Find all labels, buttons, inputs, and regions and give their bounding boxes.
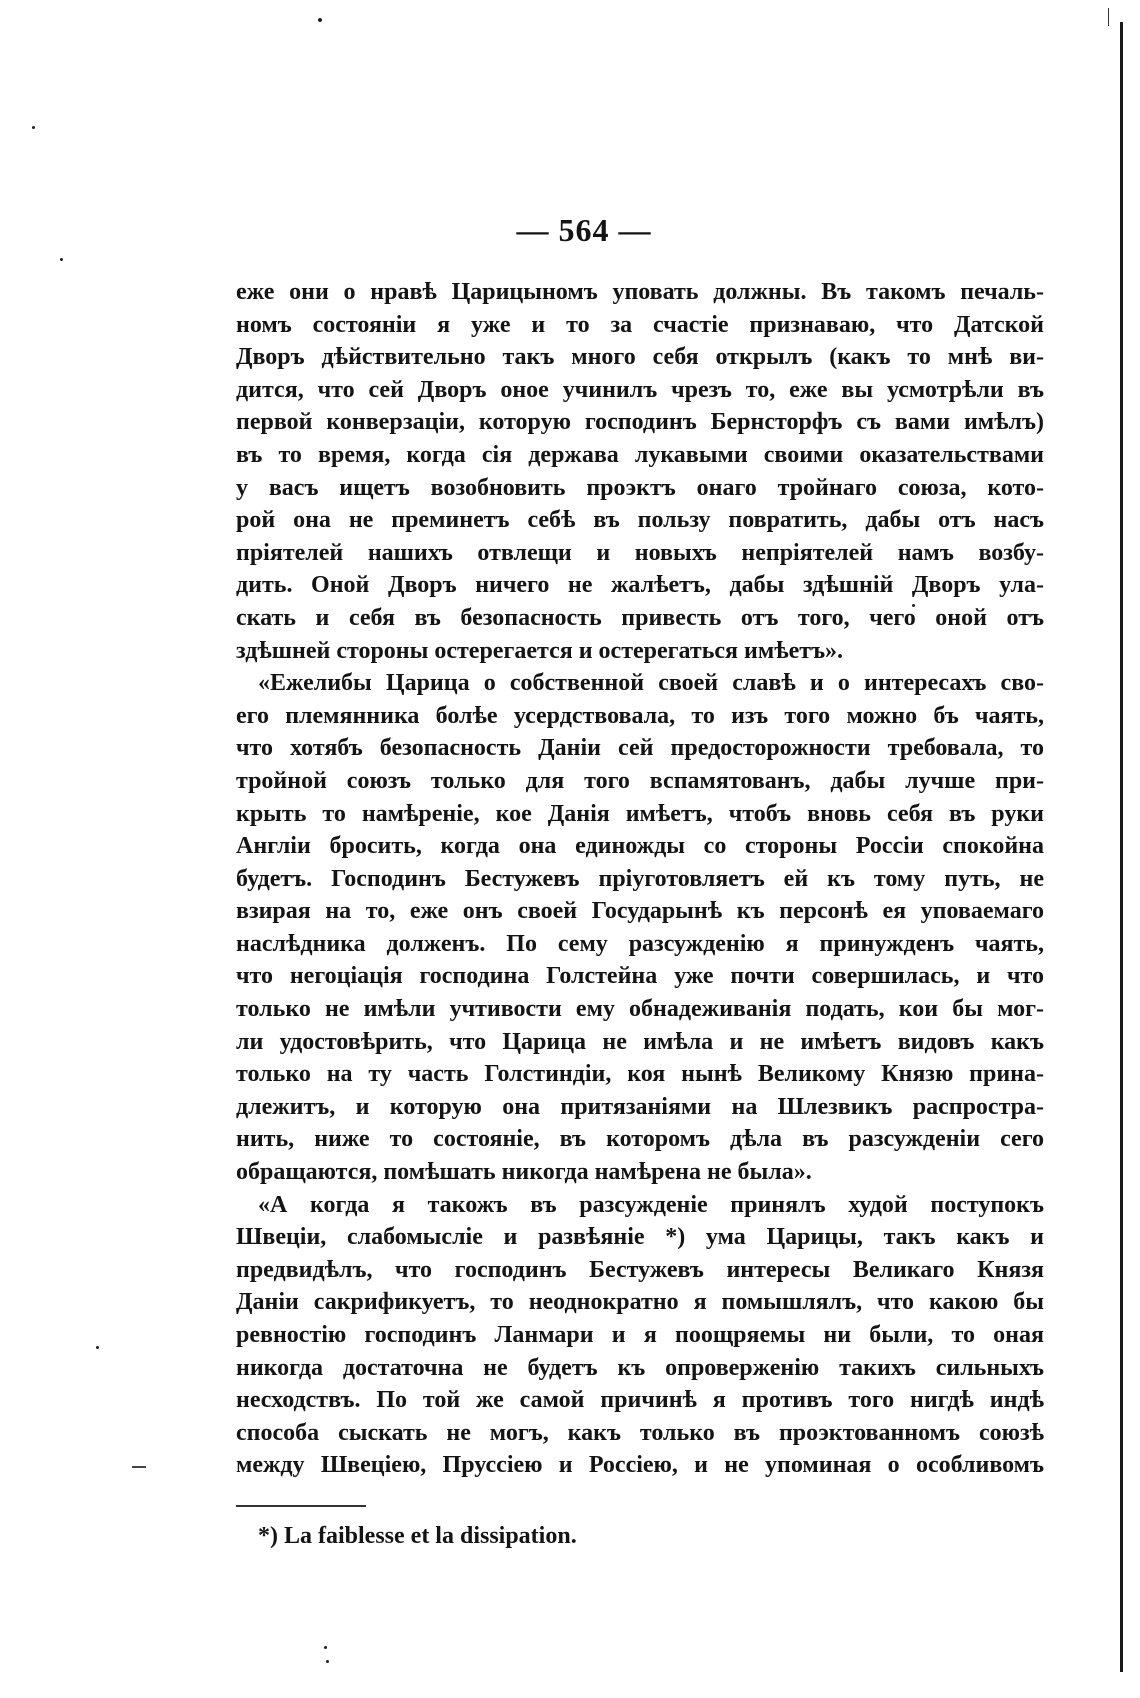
text-line: предвидѣлъ, что господинъ Бестужевъ интересы Великаго Князя	[236, 1256, 1044, 1283]
scan-mark	[132, 1466, 146, 1468]
text-line: что негоціація господина Голстейна уже почти совершилась, и что	[236, 963, 1044, 990]
scan-speck	[318, 18, 322, 22]
text-line: только не имѣли учтивости ему обнадеживанія подать, кои бы мог-	[236, 996, 1044, 1023]
text-line: его племянника болѣе усердствовала, то изъ того можно бъ чаять,	[236, 702, 1044, 729]
text-line: Швеціи, слабомысліе и развѣяніе *) ума Царицы, такъ какъ и	[236, 1224, 1044, 1251]
text-line: только на ту часть Голстиндіи, коя нынѣ Великому Князю прина-	[236, 1061, 1044, 1088]
scan-speck	[96, 1346, 99, 1349]
scan-speck	[324, 1646, 327, 1649]
footnote: *) La faiblesse et la dissipation.	[258, 1523, 577, 1549]
body-text	[236, 276, 1044, 1482]
text-line: Дворъ дѣйствительно такъ много себя открылъ (какъ то мнѣ ви-	[236, 344, 1044, 371]
text-line: Англіи бросить, когда она единожды со стороны Россіи спокойна	[236, 833, 1044, 860]
text-line: рой она не преминетъ себѣ въ пользу повратить, дабы отъ насъ	[236, 507, 1044, 534]
text-line: дить. Оной Дворъ ничего не жалѣетъ, дабы здѣшній Дворъ улa-	[236, 572, 1044, 599]
text-line: у васъ ищетъ возобновить проэктъ онаго тройнаго союза, кото-	[236, 474, 1044, 501]
text-line: «Ежелибы Царица о собственной своей славѣ и о интересахъ сво-	[258, 670, 1044, 697]
text-line: тройной союзъ только для того вспамятованъ, дабы лучше при-	[236, 767, 1044, 794]
text-line: ли удостовѣрить, что Царица не имѣла и не имѣетъ видовъ какъ	[236, 1028, 1044, 1055]
scan-speck	[326, 1660, 329, 1663]
text-line: способа сыскать не могъ, какъ только въ проэктованномъ союзѣ	[236, 1419, 1044, 1446]
text-line: дится, что сей Дворъ оное учинилъ чрезъ то, еже вы усмотрѣли въ	[236, 376, 1044, 403]
page-corner-mark	[1108, 8, 1109, 26]
text-line: наслѣдника долженъ. По сему разсужденію я принужденъ чаять,	[236, 930, 1044, 957]
text-line: между Швеціею, Пруссіею и Россіею, и не упоминая о особливомъ	[236, 1452, 1044, 1479]
text-line: нить, ниже то состояніе, въ которомъ дѣла въ разсужденіи сего	[236, 1126, 1044, 1153]
scan-speck	[32, 126, 35, 129]
text-line: «А когда я такожъ въ разсужденіе принялъ худой поступокъ	[258, 1191, 1044, 1218]
text-line: еже они о нравѣ Царицыномъ уповать должны. Въ такомъ печаль-	[236, 279, 1044, 305]
text-line: взирая на то, еже онъ своей Государынѣ къ персонѣ ея уповаемаго	[236, 898, 1044, 925]
text-line: крыть то намѣреніе, кое Данія имѣетъ, чтобъ вновь себя въ руки	[236, 800, 1044, 827]
footnote-rule	[236, 1505, 366, 1507]
text-line: въ то время, когда сія держава лукавыми своими оказательствами	[236, 441, 1044, 468]
text-line: длежитъ, и которую она притязаніями на Шлезвикъ распростра-	[236, 1093, 1044, 1120]
text-line: пріятелей нашихъ отвлещи и новыхъ непріятелей намъ возбу-	[236, 539, 1044, 566]
text-line: обращаются, помѣшать никогда намѣрена не была».	[236, 1159, 812, 1186]
text-line: здѣшней стороны остерегается и остерегаться имѣетъ».	[236, 637, 844, 664]
text-line: что хотябъ безопасность Даніи сей предосторожности требовала, то	[236, 735, 1044, 762]
page-number: — 564 —	[516, 212, 652, 248]
text-line: скать и себя въ безопасность привесть отъ того, чего оной отъ	[236, 604, 1044, 631]
text-line: несходствъ. По той же самой причинѣ я противъ того нигдѣ индѣ	[236, 1387, 1044, 1414]
scan-speck	[60, 258, 63, 261]
text-line: первой конверзаціи, которую господинъ Бернсторфъ съ вами имѣлъ)	[236, 409, 1044, 436]
text-line: никогда достаточна не будетъ къ опроверженію такихъ сильныхъ	[236, 1354, 1044, 1381]
text-line: Даніи сакрификуетъ, то неоднократно я помышлялъ, что какою бы	[236, 1289, 1044, 1316]
page-edge-rule	[1120, 22, 1123, 1672]
text-line: номъ состояніи я уже и то за счастіе признаваю, что Датской	[236, 311, 1044, 338]
text-line: ревностію господинъ Ланмари и я поощряемы ни были, то оная	[236, 1322, 1044, 1348]
text-line: будетъ. Господинъ Бестужевъ пріуготовляетъ ей къ тому путь, не	[236, 865, 1044, 892]
